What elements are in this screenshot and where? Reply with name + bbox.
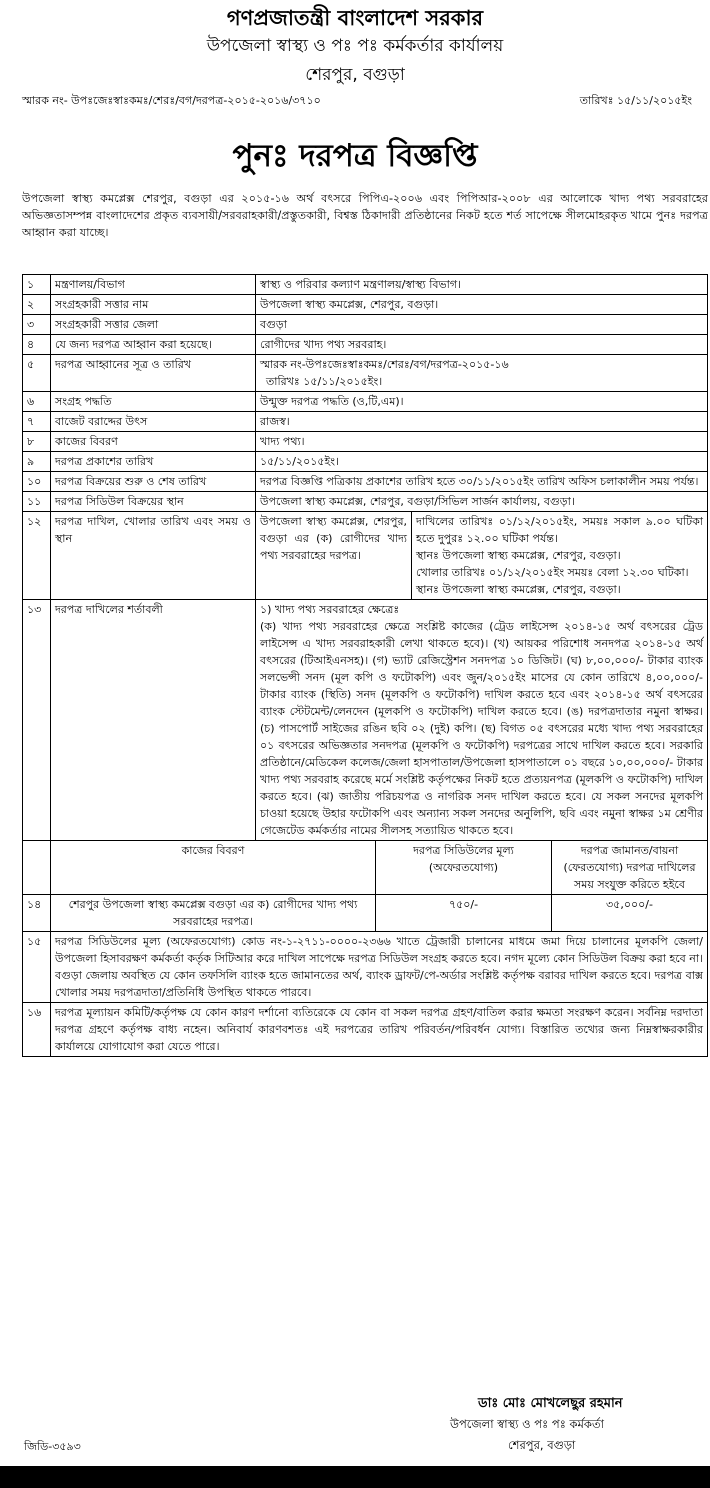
payment-instructions: দরপত্র সিডিউলের মূল্য (অফেরতযোগ্য) কোড নং-১-২৭১১-০০০০-২৩৬৬ খাতে ট্রেজারী চালানের মাধমে জমা দিয়ে চালানের মূলকপি জেলা/উপজেলা হিসাবরক্ষণ কর্মকর্তা কর্তৃক সিটিআর করে দাখিল সাপেক্ষে দরপত্র সিডিউল সংগ্রহ করতে হবে। নগদ মূল্যে কোন সিডিউল বিক্রয় করা হবে না। বগুড়া জেলায় অবস্থিত যে কোন তফসিলি ব্যাংক হতে জামানতের অর্থ, ব্যাংক ড্রাফট/পে-অর্ডার সংশ্লিষ্ট কর্তৃপক্ষ বরাবর দাখিল করতে হবে। দরপত্র বাক্স খোলার সময় দরপত্রদাতা/প্রতিনিধি উপস্থিত থাকতে পারবে। <box>51 932 708 1003</box>
row-label: সংগ্রহ পদ্ধতি <box>51 392 256 412</box>
reference-memo: স্মারক নং-উপঃজেঃস্বাঃকমঃ/শেরঃ/বগ/দরপত্র-২০১৫-১৬ <box>260 358 509 371</box>
signatory-designation: উপজেলা স্বাস্থ্য ও পঃ পঃ কর্মকর্তা <box>450 1417 604 1431</box>
row-number: ৩ <box>23 315 51 335</box>
table-row <box>23 472 708 492</box>
row-value: উপজেলা স্বাস্থ্য কমপ্লেক্স, শেরপুর, বগুড়া। <box>256 295 708 315</box>
notice-date: তারিখঃ ১৫/১১/২০১৫ইং <box>579 94 692 107</box>
row-number: ২ <box>23 295 51 315</box>
row-label: দরপত্র বিক্রয়ের শুরু ও শেষ তারিখ <box>51 472 256 492</box>
table-row <box>23 295 708 315</box>
table-row <box>23 355 708 392</box>
table-row <box>23 412 708 432</box>
row-label: সংগ্রহকারী সত্তার নাম <box>51 295 256 315</box>
table-row <box>23 1003 708 1057</box>
table-row <box>23 432 708 452</box>
row-number: ৯ <box>23 452 51 472</box>
row-label: যে জন্য দরপত্র আহ্বান করা হয়েছে। <box>51 335 256 355</box>
opening-place: স্থানঃ উপজেলা স্বাস্থ্য কমপ্লেক্স, শেরপুর, বগুড়া। <box>416 583 621 596</box>
header-security: দরপত্র জামানত/বায়না (ফেরতযোগ্য) দরপত্র দাখিলের সময় সংযুক্ত করিতে হইবে <box>552 841 708 895</box>
row-value: স্বাস্থ্য ও পরিবার কল্যাণ মন্ত্রণালয়/স্বাস্থ্য বিভাগ। <box>256 275 708 295</box>
table-row <box>23 452 708 472</box>
government-heading: গণপ্রজাতন্ত্রী বাংলাদেশ সরকার <box>226 6 484 30</box>
row-number: ৭ <box>23 412 51 432</box>
intro-paragraph: উপজেলা স্বাস্থ্য কমপ্লেক্স শেরপুর, বগুড়া এর ২০১৫-১৬ অর্থ বৎসরে পিপিএ-২০০৬ এবং পিপিআর-২০০৮ এর আলোকে খাদ্য পথ্য সরবরাহের অভিজ্ঞতাসম্পন্ন বাংলাদেশের প্রকৃত ব্যবসায়ী/সরবরাহকারী/প্রস্তুতকারী, বিশ্বস্ত ঠিকাদারী প্রতিষ্ঠানের নিকট হতে শর্ত সাপেক্ষে সীলমোহরকৃত খামে পুনঃ দরপত্র আহ্বান করা যাচ্ছে। <box>22 192 708 239</box>
price-header-row <box>23 841 708 895</box>
conditions <box>256 600 708 841</box>
row-value: ১৫/১১/২০১৫ইং। <box>256 452 708 472</box>
table-row <box>23 600 708 841</box>
table-row <box>23 895 708 932</box>
row-label: দরপত্র প্রকাশের তারিখ <box>51 452 256 472</box>
row-number: ১৬ <box>23 1003 51 1057</box>
table-row <box>23 335 708 355</box>
row-value <box>256 355 708 392</box>
row-label: সংগ্রহকারী সত্তার জেলা <box>51 315 256 335</box>
signatory-place: শেরপুর, বগুড়া <box>508 1438 576 1452</box>
row-number: ৮ <box>23 432 51 452</box>
row-number: ১৪ <box>23 895 51 932</box>
row-number: ১৩ <box>23 600 51 841</box>
table-row <box>23 512 708 600</box>
row-number: ১১ <box>23 492 51 512</box>
submission-date: দাখিলের তারিখঃ ০১/১২/২০১৫ইং, সময়ঃ সকাল ৯.০০ ঘটিকা হতে দুপুরঃ ১২.০০ ঘটিকা পর্যন্ত। <box>416 515 703 545</box>
memo-number: স্মারক নং- উপঃজেঃস্বাঃকমঃ/শেরঃ/বগ/দরপত্র-২০১৫-২০১৬/৩৭১০ <box>22 94 321 107</box>
row-value: বগুড়া <box>256 315 708 335</box>
tender-table <box>22 274 708 1057</box>
row-value: রাজস্ব। <box>256 412 708 432</box>
signatory-name: ডাঃ মোঃ মোখলেছুর রহমান <box>478 1396 623 1411</box>
opening-date: খোলার তারিখঃ ০১/১২/২০১৫ইং সময়ঃ বেলা ১২.৩০ ঘটিকা। <box>416 566 689 579</box>
row-number: ১ <box>23 275 51 295</box>
row-label: কাজের বিবরণ <box>51 432 256 452</box>
row-label: দরপত্র দাখিলের শর্তাবলী <box>51 600 256 841</box>
row-label: বাজেট বরাদ্দের উৎস <box>51 412 256 432</box>
row-label: দরপত্র সিডিউল বিক্রয়ের স্থান <box>51 492 256 512</box>
work-description: শেরপুর উপজেলা স্বাস্থ্য কমপ্লেক্স বগুড়া এর ক) রোগীদের খাদ্য পথ্য সরবরাহের দরপত্র। <box>51 895 376 932</box>
table-row <box>23 932 708 1003</box>
row-label: দরপত্র দাখিল, খোলার তারিখ এবং সময় ও স্থান <box>51 512 256 600</box>
table-row <box>23 275 708 295</box>
row-value: উপজেলা স্বাস্থ্য কমপ্লেক্স, শেরপুর, বগুড়া/সিভিল সার্জন কার্যালয়, বগুড়া। <box>256 492 708 512</box>
row-number: ৪ <box>23 335 51 355</box>
header-work-description: কাজের বিবরণ <box>51 841 376 895</box>
row-label: মন্ত্রণালয়/বিভাগ <box>51 275 256 295</box>
page-title: পুনঃ দরপত্র বিজ্ঞপ্তি <box>232 138 478 174</box>
document-code: জিডি-৩৫৯৩ <box>24 1440 81 1453</box>
row-value: খাদ্য পথ্য। <box>256 432 708 452</box>
row-number: ৫ <box>23 355 51 392</box>
row-value: দরপত্র বিজ্ঞপ্তি পত্রিকায় প্রকাশের তারিখ হতে ৩০/১১/২০১৫ইং তারিখ অফিস চলাকালীন সময় পর্যন্ত। <box>256 472 708 492</box>
conditions-heading: ১) খাদ্য পথ্য সরবরাহের ক্ষেত্রেঃ <box>260 603 400 616</box>
row-label: দরপত্র আহ্বানের সূত্র ও তারিখ <box>51 355 256 392</box>
committee-rights: দরপত্র মূল্যায়ন কমিটি/কর্তৃপক্ষ যে কোন কারণ দর্শানো ব্যতিরেকে যে কোন বা সকল দরপত্র গ্রহণ/বাতিল করার ক্ষমতা সংরক্ষণ করেন। সর্বনিম্ন দরদাতা দরপত্র গ্রহণে কর্তৃপক্ষ বাধ্য নহেন। অনিবার্য কারণবশতঃ এই দরপত্রের তারিখ পরিবর্তন/পরিবর্ধন যোগ্য। বিস্তারিত তথ্যের জন্য নিম্নস্বাক্ষরকারীর কার্যালয়ে যোগাযোগ করা যেতে পারে। <box>51 1003 708 1057</box>
location-heading: শেরপুর, বগুড়া <box>305 65 405 85</box>
conditions-text: (ক) খাদ্য পথ্য সরবরাহের ক্ষেত্রে সংশ্লিষ্ট কাজের (ট্রেড লাইসেন্স ২০১৪-১৫ অর্থ বৎসরের ট্রেড লাইসেন্স এ খাদ্য সরবরাহকারী লেখা থাকতে হবে)। (খ) আয়কর পরিশোধ সনদপত্র ২০১৪-১৫ অর্থ বৎসরের (টিআইএনসহ)। (গ) ভ্যাট রেজিস্ট্রেশন সনদপত্র ১০ ডিজিট। (ঘ) ৮,০০,০০০/- টাকার ব্যাংক সলভেন্সী সনদ (মূল কপি ও ফটোকপি) এবং জুন/২০১৫ইং মাসের যে কোন তারিখে ৪,০০,০০০/- টাকার ব্যাংক (স্থিতি) সনদ (মূলকপি ও ফটোকপি) দাখিল করতে হবে এবং ২০১৪-১৫ অর্থ বৎসরের ব্যাংক স্টেটমেন্ট/লেনদেন (মূলকপি ও ফটোকপি) দাখিল করতে হবে। (ঙ) দরপত্রদাতার নমুনা স্বাক্ষর। (চ) পাসপোর্ট সাইজের রঙিন ছবি ০২ (দুই) কপি। (ছ) বিগত ০৫ বৎসরের মধ্যে খাদ্য পথ্য সরবরাহের ০১ বৎসরের অভিজ্ঞতার সনদপত্র (মূলকপি ও ফটোকপি) দরপত্রের সাথে দাখিল করতে হবে। সরকারি প্রতিষ্ঠানে/মেডিকেল কলেজ/জেলা হাসপাতাল/উপজেলা হাসপাতালে ০১ বছরে ১০,০০,০০০/- টাকার খাদ্য পথ্য সরবরাহ করেছে মর্মে সংশ্লিষ্ট কর্তৃপক্ষের নিকট হতে প্রত্যয়নপত্র (মূলকপি ও ফটোকপি) দাখিল করতে হবে। (ঝ) জাতীয় পরিচয়পত্র ও নাগরিক সনদ দাখিল করতে হবে। যে সকল সনদের মূলকপি চাওয়া হয়েছে উহার ফটোকপি এবং অন্যান্য সকল সনদের অনুলিপি, ছবি এবং নমুনা স্বাক্ষর ১ম শ্রেণীর গেজেটেড কর্মকর্তার নামের সীলসহ সত্যায়িত থাকতে হবে। <box>260 620 703 837</box>
schedule-price: ৭৫০/- <box>376 895 552 932</box>
bottom-border-bar <box>0 1466 710 1488</box>
submission-opening-details <box>412 512 708 600</box>
row-number: ৬ <box>23 392 51 412</box>
table-row <box>23 492 708 512</box>
row-number: ১৫ <box>23 932 51 1003</box>
reference-date: তারিখঃ ১৫/১১/২০১৫ইং। <box>266 375 383 388</box>
header-schedule-price: দরপত্র সিডিউলের মূল্য (অফেরতযোগ্য) <box>376 841 552 895</box>
row-number: ১২ <box>23 512 51 600</box>
table-row <box>23 392 708 412</box>
row-value: রোগীদের খাদ্য পথ্য সরবরাহ। <box>256 335 708 355</box>
security-amount: ৩৫,০০০/- <box>552 895 708 932</box>
row-number: ১০ <box>23 472 51 492</box>
submission-place: স্থানঃ উপজেলা স্বাস্থ্য কমপ্লেক্স, শেরপুর, বগুড়া। <box>416 549 621 562</box>
table-row <box>23 315 708 335</box>
office-heading: উপজেলা স্বাস্থ্য ও পঃ পঃ কর্মকর্তার কার্যালয় <box>206 36 504 56</box>
row-value: উন্মুক্ত দরপত্র পদ্ধতি (ও,টি,এম)। <box>256 392 708 412</box>
tender-item: উপজেলা স্বাস্থ্য কমপ্লেক্স, শেরপুর, বগুড়া এর (ক) রোগীদের খাদ্য পথ্য সরবরাহের দরপত্র। <box>256 512 412 600</box>
